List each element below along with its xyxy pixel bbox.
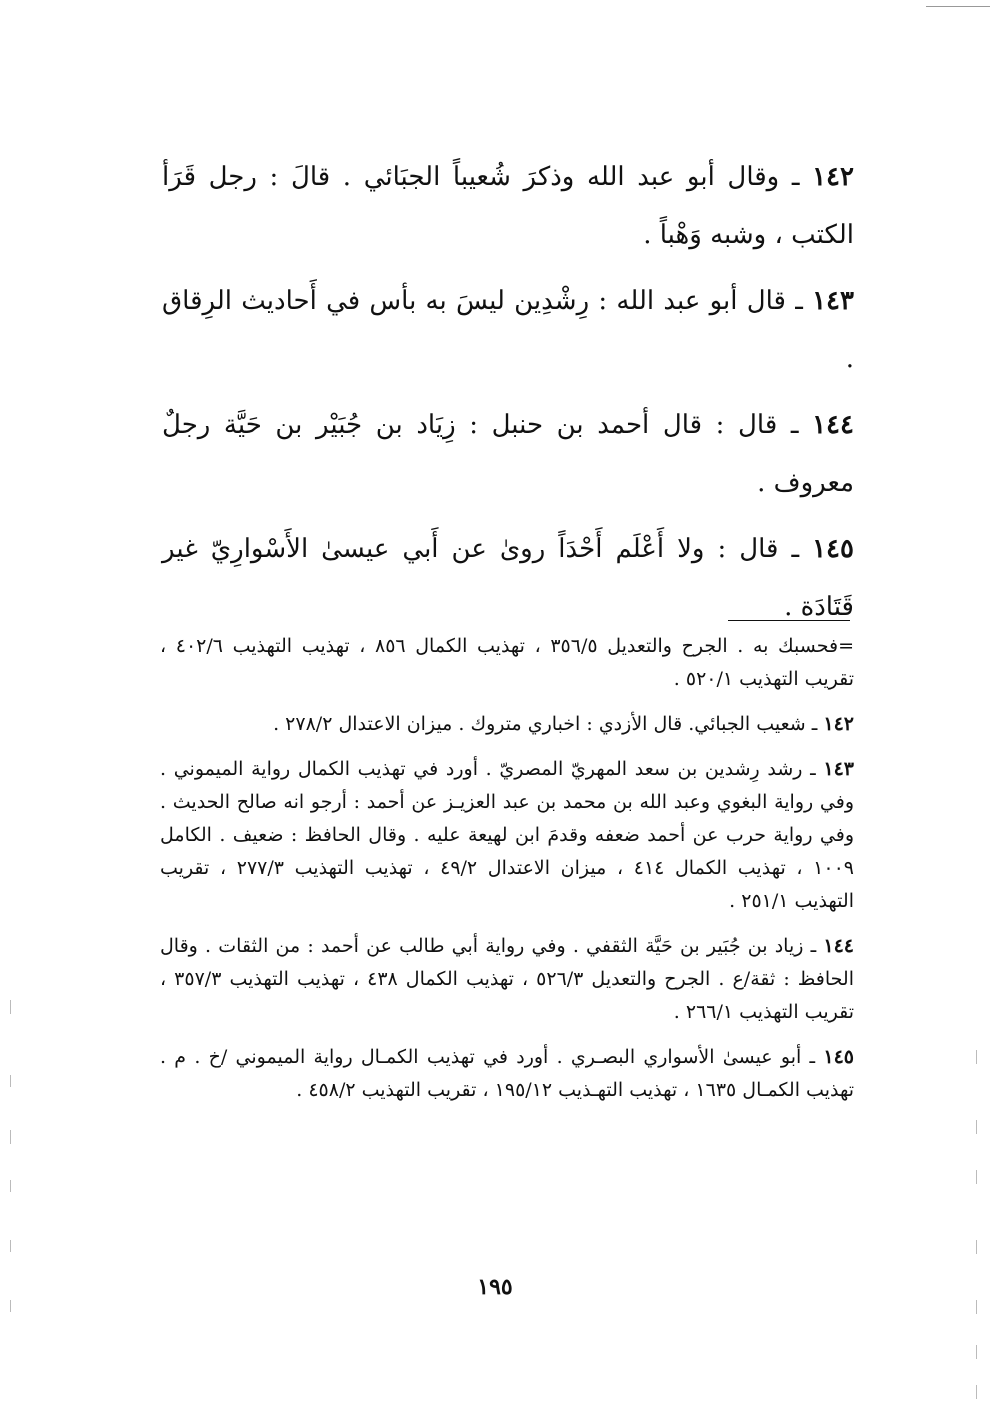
scan-edge-line bbox=[926, 6, 990, 7]
footnote-number: ١٤٤ bbox=[823, 935, 854, 957]
footnote-text: ـ أبو عيسىٰ الأسواري البصـري . أورد في تهذيب الكمـال رواية الميموني /خ . م . تهذيب الكمـال ١٦٣٥ ، تهذيب التهـذيب ١٩٥/١٢ ، تقريب التهذيب ٤٥٨/٢ . bbox=[160, 1046, 854, 1101]
paragraph-text: ـ قال : قال أحمد بن حنبل : زِيَاد بن جُبَيْر بن حَيَّة رجلٌ معروف . bbox=[162, 410, 854, 498]
paragraph-text: ـ وقال أبو عبد الله وذكرَ شُعيباً الجبَائي . قالَ : رجل قَرَأ الكتب ، وشبه وَهْباً . bbox=[162, 162, 854, 250]
paragraph-144 bbox=[162, 396, 854, 512]
footnote-142 bbox=[160, 708, 854, 741]
scan-mark bbox=[10, 1240, 11, 1252]
footnote-text: ـ رشد رِشدين بن سعد المهريّ المصريّ . أورد في تهذيب الكمال رواية الميموني . وفي رواية البغوي وعبد الله بن محمد بن عبد العزيـز عن أحمد : أرجو انه صالح الحديث . وفي رواية حرب عن أحمد ضعفه وقدمَ ابن لهيعة عليه . وقال الحافظ : ضعيف . الكامل ١٠٠٩ ، تهذيب الكمال ٤١٤ ، ميزان الاعتدال ٤٩/٢ ، تهذيب التهذيب ٢٧٧/٣ ، تقريب التهذيب ٢٥١/١ . bbox=[160, 758, 854, 912]
scan-mark bbox=[976, 1050, 977, 1064]
footnote-text: ـ شعيب الجبائي. قال الأزدي : اخباري متروك . ميزان الاعتدال ٢٧٨/٢ . bbox=[273, 713, 824, 735]
footnote-separator bbox=[728, 620, 850, 621]
footnote-text: ـ زياد بن جُبَير بن حَيَّة الثقفي . وفي رواية أبي طالب عن أحمد : من الثقات . وقال الحافظ : ثقة/ع . الجرح والتعديل ٥٢٦/٣ ، تهذيب الكمال ٤٣٨ ، تهذيب التهذيب ٣٥٧/٣ ، تقريب التهذيب ٢٦٦/١ . bbox=[160, 935, 854, 1023]
scan-mark bbox=[976, 1170, 977, 1184]
paragraph-number: ١٤٤ bbox=[812, 410, 854, 440]
scan-mark bbox=[976, 1385, 977, 1399]
scan-mark bbox=[976, 1345, 977, 1359]
scan-mark bbox=[10, 1000, 11, 1014]
paragraph-text: ـ قال أبو عبد الله : رِشْدِين ليسَ به بأس في أَحاديث الرِقاق . bbox=[162, 286, 854, 374]
paragraph-text: ـ قال : ولا أَعْلَم أَحْدَاً روىٰ عن أَبي عيسىٰ الأَسْوارِيّ غير قَتَادَة . bbox=[162, 534, 854, 622]
scan-mark bbox=[10, 1130, 11, 1144]
paragraph-number: ١٤٢ bbox=[812, 162, 854, 192]
footnote-number: ١٤٥ bbox=[823, 1046, 854, 1068]
main-text bbox=[162, 148, 854, 644]
scan-mark bbox=[976, 1300, 977, 1314]
scan-mark bbox=[10, 1075, 11, 1087]
page-number: ١٩٥ bbox=[477, 1274, 513, 1300]
paragraph-142 bbox=[162, 148, 854, 264]
paragraph-145 bbox=[162, 520, 854, 636]
scan-mark bbox=[10, 1300, 11, 1312]
scan-mark bbox=[976, 1240, 977, 1254]
footnote-144 bbox=[160, 930, 854, 1029]
footnote-number: ١٤٢ bbox=[823, 713, 854, 735]
footnote-continuation: =فحسبك به . الجرح والتعديل ٣٥٦/٥ ، تهذيب الكمال ٨٥٦ ، تهذيب التهذيب ٤٠٢/٦ ، تقريب التهذيب ٥٢٠/١ . bbox=[160, 635, 854, 690]
scan-mark bbox=[976, 1120, 977, 1134]
paragraph-143 bbox=[162, 272, 854, 388]
footnote-145 bbox=[160, 1041, 854, 1107]
scan-mark bbox=[10, 1180, 11, 1192]
paragraph-number: ١٤٥ bbox=[812, 534, 854, 564]
paragraph-number: ١٤٣ bbox=[812, 286, 854, 316]
footnotes bbox=[160, 630, 854, 1119]
footnote-number: ١٤٣ bbox=[823, 758, 854, 780]
footnote-143 bbox=[160, 753, 854, 918]
